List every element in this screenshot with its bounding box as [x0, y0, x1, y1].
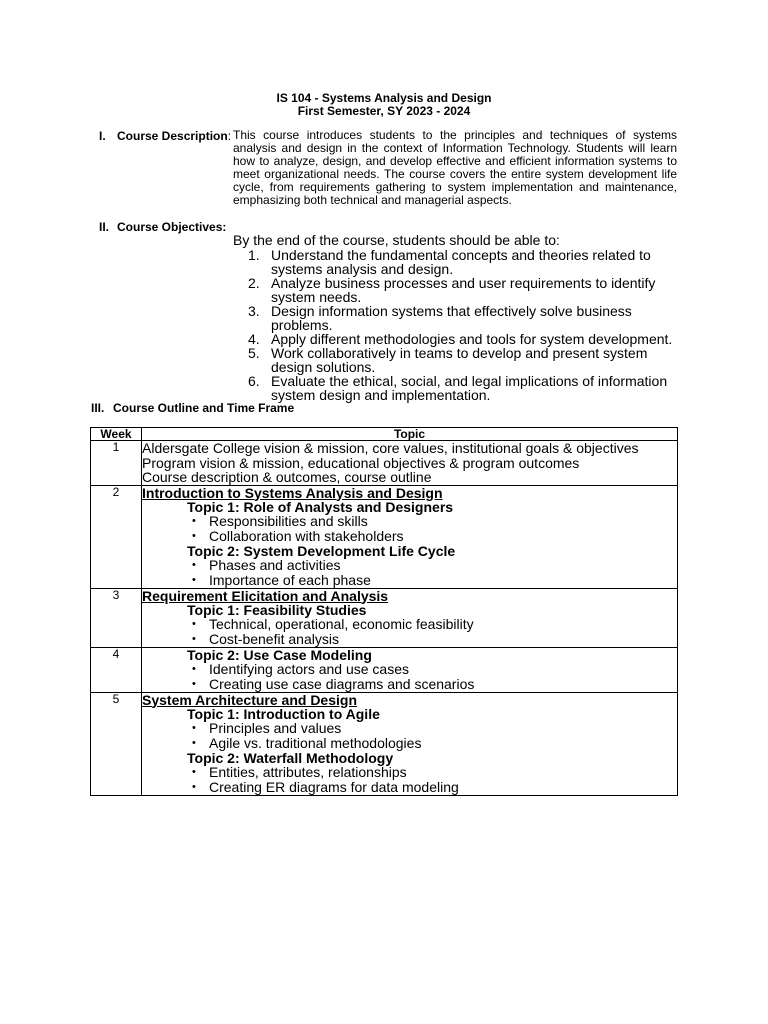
- topic-title: Topic 2: System Development Life Cycle: [187, 542, 456, 559]
- objective-item: [245, 346, 677, 374]
- course-description: This course introduces students to the principles and techniques of systems analysis and design in the context of Information Technology. Students will learn how to analyze, design, and develop effective and efficient information systems to meet organizational needs. The course covers the entire system development life cycle, from requirements gathering to system implementation and maintenance, emphasizing both technical and managerial aspects.: [233, 128, 677, 207]
- bullet-icon: •: [192, 529, 196, 542]
- objective-text: Design information systems that effectively solve business problems.: [271, 303, 632, 333]
- bullet-text: Cost-benefit analysis: [209, 630, 339, 647]
- topic-cell: [142, 485, 678, 588]
- bullet-icon: •: [192, 514, 196, 527]
- topic-line: Program vision & mission, educational objectives & program outcomes: [142, 454, 580, 471]
- bullet-item: [142, 529, 677, 544]
- objective-number: 6.: [248, 373, 260, 389]
- topic-cell: [142, 647, 678, 692]
- objective-text: Work collaboratively in teams to develop and present system design solutions.: [271, 345, 648, 375]
- objective-number: 3.: [248, 303, 260, 319]
- table-row: [91, 441, 678, 486]
- objective-text: Understand the fundamental concepts and theories related to systems analysis and design.: [271, 247, 651, 277]
- table-header-row: [91, 428, 678, 441]
- bullet-icon: •: [192, 662, 196, 675]
- section-2-number: II.: [99, 220, 110, 234]
- topic-title: Topic 1: Role of Analysts and Designers: [187, 498, 454, 515]
- objective-item: [245, 276, 677, 304]
- table-row: [91, 485, 678, 588]
- week-cell: 2: [91, 485, 142, 588]
- bullet-icon: •: [192, 677, 196, 690]
- objective-number: 4.: [248, 331, 260, 347]
- week-cell: 5: [91, 692, 142, 795]
- bullet-text: Phases and activities: [209, 556, 341, 573]
- unit-title: Introduction to Systems Analysis and Design: [142, 484, 443, 501]
- bullet-icon: •: [192, 632, 196, 645]
- bullet-item: [142, 573, 677, 588]
- bullet-text: Collaboration with stakeholders: [209, 527, 404, 544]
- bullet-item: [142, 632, 677, 647]
- course-title: IS 104 - Systems Analysis and Design: [276, 91, 492, 105]
- objective-number: 1.: [248, 247, 260, 263]
- bullet-text: Entities, attributes, relationships: [209, 763, 407, 780]
- unit-title: Requirement Elicitation and Analysis: [142, 587, 389, 604]
- week-column-header: Week: [91, 428, 142, 441]
- bullet-item: [142, 721, 677, 736]
- section-1-colon: :: [227, 129, 232, 143]
- objective-number: 2.: [248, 275, 260, 291]
- bullet-text: Identifying actors and use cases: [209, 660, 410, 677]
- bullet-icon: •: [192, 765, 196, 778]
- bullet-text: Creating use case diagrams and scenarios: [209, 675, 475, 692]
- semester-subtitle: First Semester, SY 2023 - 2024: [297, 104, 471, 118]
- bullet-icon: •: [192, 721, 196, 734]
- week-cell: 3: [91, 588, 142, 647]
- objective-item: [245, 332, 677, 346]
- bullet-item: [142, 780, 677, 795]
- objective-item: [245, 304, 677, 332]
- section-1-heading: [117, 129, 231, 143]
- objective-text: Apply different methodologies and tools for system development.: [271, 331, 673, 347]
- objective-item: [245, 248, 677, 276]
- topic-column-header: Topic: [142, 428, 678, 441]
- table-row: [91, 692, 678, 795]
- bullet-item: [142, 662, 677, 677]
- unit-title: System Architecture and Design: [142, 691, 357, 708]
- week-cell: 4: [91, 647, 142, 692]
- course-outline-table: [90, 427, 678, 796]
- bullet-item: [142, 736, 677, 751]
- week-cell: 1: [91, 441, 142, 486]
- topic-line: Aldersgate College vision & mission, core values, institutional goals & objectives: [142, 440, 639, 456]
- topic-cell: [142, 441, 678, 486]
- section-1-heading-text: Course Description: [117, 129, 228, 143]
- bullet-icon: •: [192, 736, 196, 749]
- bullet-text: Principles and values: [209, 719, 342, 736]
- section-3-number: III.: [91, 401, 105, 415]
- bullet-item: [142, 765, 677, 780]
- section-3-heading: Course Outline and Time Frame: [113, 401, 295, 415]
- topic-line: Course description & outcomes, course outline: [142, 469, 432, 485]
- bullet-text: Responsibilities and skills: [209, 512, 368, 529]
- section-1-number: I.: [99, 129, 106, 143]
- topic-cell: [142, 588, 678, 647]
- topic-title: Topic 1: Feasibility Studies: [187, 601, 367, 618]
- bullet-icon: •: [192, 558, 196, 571]
- topic-cell: [142, 692, 678, 795]
- bullet-icon: •: [192, 617, 196, 630]
- table-row: [91, 647, 678, 692]
- objective-item: [245, 374, 677, 402]
- topic-title: Topic 2: Use Case Modeling: [187, 646, 372, 663]
- bullet-icon: •: [192, 573, 196, 586]
- section-2-heading: Course Objectives:: [117, 220, 227, 234]
- objective-number: 5.: [248, 345, 260, 361]
- objective-text: Analyze business processes and user requirements to identify system needs.: [271, 275, 656, 305]
- objective-text: Evaluate the ethical, social, and legal implications of information system design and implementation.: [271, 373, 668, 403]
- bullet-text: Technical, operational, economic feasibility: [209, 615, 474, 632]
- bullet-text: Creating ER diagrams for data modeling: [209, 778, 459, 795]
- bullet-item: [142, 514, 677, 529]
- bullet-icon: •: [192, 780, 196, 793]
- bullet-text: Agile vs. traditional methodologies: [209, 734, 422, 751]
- topic-title: Topic 1: Introduction to Agile: [187, 705, 380, 722]
- bullet-item: [142, 558, 677, 573]
- topic-title: Topic 2: Waterfall Methodology: [187, 749, 394, 766]
- table-row: [91, 588, 678, 647]
- bullet-item: [142, 617, 677, 632]
- bullet-text: Importance of each phase: [209, 571, 371, 588]
- objectives-intro: By the end of the course, students should be able to:: [233, 232, 560, 248]
- bullet-item: [142, 677, 677, 692]
- objectives-list: [245, 248, 677, 402]
